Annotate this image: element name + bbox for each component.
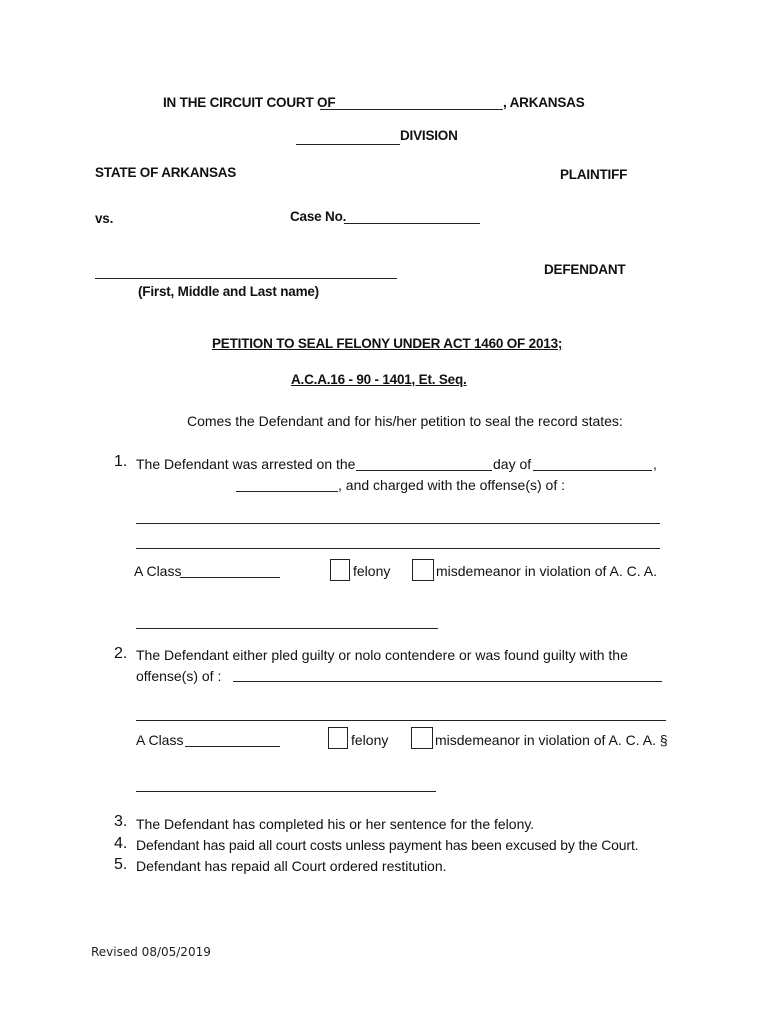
item-1-misdemeanor-label: misdemeanor in violation of A. C. A. bbox=[436, 563, 657, 579]
plaintiff-label: PLAINTIFF bbox=[560, 167, 628, 182]
item-5-text: Defendant has repaid all Court ordered restitution. bbox=[136, 858, 447, 874]
arrest-day-blank[interactable] bbox=[356, 470, 492, 471]
item-1-misdemeanor-checkbox[interactable] bbox=[412, 559, 434, 581]
item-2-text-b: offense(s) of : bbox=[136, 668, 222, 684]
revised-date: Revised 08/05/2019 bbox=[91, 945, 211, 959]
item-2-offense-blank-1[interactable] bbox=[233, 681, 662, 682]
item-5-number: 5. bbox=[114, 856, 128, 873]
item-2-misdemeanor-checkbox[interactable] bbox=[411, 727, 433, 749]
case-no-label: Case No. bbox=[290, 209, 347, 224]
item-1-felony-checkbox[interactable] bbox=[330, 559, 350, 581]
item-4-text: Defendant has paid all court costs unless payment has been excused by the Court. bbox=[136, 837, 639, 853]
item-1-class-blank[interactable] bbox=[180, 577, 280, 578]
item-2-felony-label: felony bbox=[351, 732, 389, 748]
item-1-text-a: The Defendant was arrested on the bbox=[136, 456, 356, 472]
item-3-number: 3. bbox=[114, 813, 128, 830]
item-1-text-c: , bbox=[653, 456, 657, 472]
offense-line-1[interactable] bbox=[136, 523, 660, 524]
item-1-class-label: A Class bbox=[134, 563, 182, 579]
petition-title: PETITION TO SEAL FELONY UNDER ACT 1460 OF 2013; bbox=[212, 336, 563, 351]
item-1-text-d: , and charged with the offense(s) of : bbox=[338, 477, 565, 493]
arrest-year-blank[interactable] bbox=[236, 491, 338, 492]
item-2-text-a: The Defendant either pled guilty or nolo contendere or was found guilty with the bbox=[136, 647, 628, 663]
item-3-text: The Defendant has completed his or her sentence for the felony. bbox=[136, 816, 535, 832]
court-prefix: IN THE CIRCUIT COURT OF bbox=[163, 95, 336, 110]
item-2-misdemeanor-label: misdemeanor in violation of A. C. A. § bbox=[435, 732, 668, 748]
intro-text: Comes the Defendant and for his/her petition to seal the record states: bbox=[187, 413, 623, 429]
division-blank[interactable] bbox=[296, 144, 400, 145]
vs-label: vs. bbox=[95, 211, 114, 226]
defendant-label: DEFENDANT bbox=[544, 262, 626, 277]
offense-line-2[interactable] bbox=[136, 548, 660, 549]
arrest-month-blank[interactable] bbox=[533, 470, 652, 471]
statute-title: A.C.A.16 - 90 - 1401, Et. Seq. bbox=[291, 372, 467, 387]
item-1-felony-label: felony bbox=[353, 563, 391, 579]
item-1-text-b: day of bbox=[493, 456, 532, 472]
item-2-class-label: A Class bbox=[136, 732, 184, 748]
item-2-aca-blank[interactable] bbox=[136, 791, 436, 792]
item-2-class-blank[interactable] bbox=[185, 746, 280, 747]
item-2-number: 2. bbox=[114, 645, 128, 662]
item-2-felony-checkbox[interactable] bbox=[328, 727, 348, 749]
defendant-name-blank[interactable] bbox=[95, 278, 397, 279]
state-label: STATE OF ARKANSAS bbox=[95, 165, 237, 180]
county-blank[interactable] bbox=[320, 109, 503, 110]
item-2-offense-blank-2[interactable] bbox=[136, 720, 666, 721]
item-1-aca-blank[interactable] bbox=[136, 628, 438, 629]
item-4-number: 4. bbox=[114, 835, 128, 852]
court-suffix: , ARKANSAS bbox=[503, 95, 585, 110]
division-label: DIVISION bbox=[400, 128, 458, 143]
item-1-number: 1. bbox=[114, 453, 128, 470]
case-no-blank[interactable] bbox=[344, 223, 480, 224]
name-hint: (First, Middle and Last name) bbox=[138, 284, 319, 299]
